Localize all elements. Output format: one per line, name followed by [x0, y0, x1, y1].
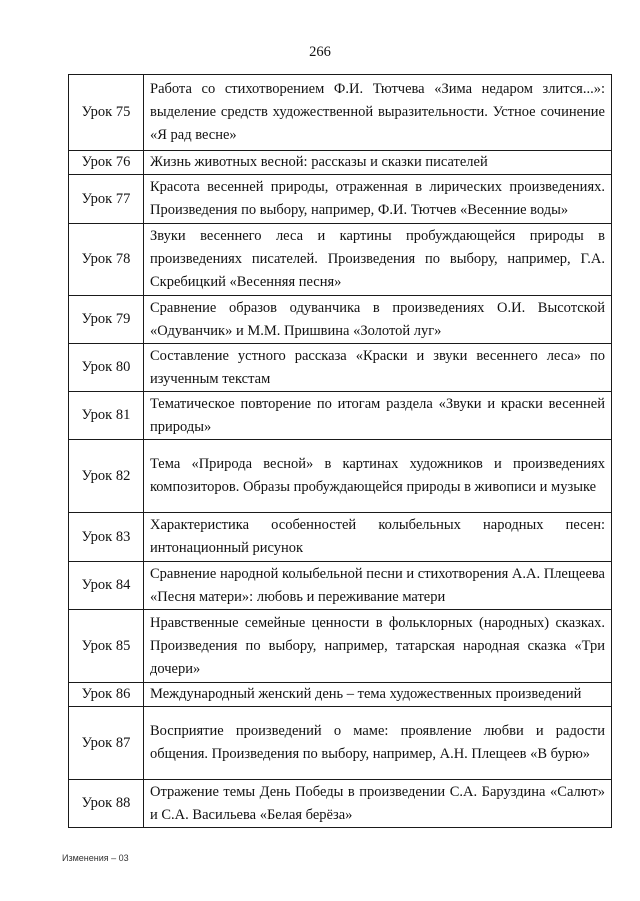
lessons-table	[68, 74, 612, 828]
footer-revision-note: Изменения – 03	[62, 853, 129, 863]
lesson-topic: Работа со стихотворением Ф.И. Тютчева «Зима недаром злится...»: выделение средств художественной выразительности. Устное сочинение «Я рад весне»	[144, 75, 612, 151]
lesson-number: Урок 79	[69, 296, 144, 344]
table-row	[69, 392, 612, 440]
table-row	[69, 151, 612, 175]
lesson-number: Урок 84	[69, 562, 144, 610]
lesson-number: Урок 81	[69, 392, 144, 440]
page-number: 266	[309, 44, 331, 60]
lesson-topic: Тема «Природа весной» в картинах художников и произведениях композиторов. Образы пробуждающейся природы в живописи и музыке	[144, 440, 612, 513]
lesson-number: Урок 82	[69, 440, 144, 513]
table-row	[69, 562, 612, 610]
table-row	[69, 683, 612, 707]
lesson-number: Урок 83	[69, 513, 144, 562]
lesson-topic: Отражение темы День Победы в произведении С.А. Баруздина «Салют» и С.А. Васильева «Белая берёза»	[144, 780, 612, 828]
table-row	[69, 224, 612, 296]
lesson-number: Урок 88	[69, 780, 144, 828]
lesson-number: Урок 78	[69, 224, 144, 296]
lesson-topic: Звуки весеннего леса и картины пробуждающейся природы в произведениях писателей. Произведения по выбору, например, Г.А. Скребицкий «Весенняя песня»	[144, 224, 612, 296]
lesson-topic: Красота весенней природы, отраженная в лирических произведениях. Произведения по выбору, например, Ф.И. Тютчев «Весенние воды»	[144, 175, 612, 224]
lesson-topic: Международный женский день – тема художественных произведений	[144, 683, 612, 707]
lesson-number: Урок 77	[69, 175, 144, 224]
lesson-topic: Сравнение образов одуванчика в произведениях О.И. Высотской «Одуванчик» и М.М. Пришвина «Золотой луг»	[144, 296, 612, 344]
lesson-topic: Жизнь животных весной: рассказы и сказки писателей	[144, 151, 612, 175]
table-row	[69, 175, 612, 224]
table-row	[69, 296, 612, 344]
lesson-topic: Характеристика особенностей колыбельных народных песен: интонационный рисунок	[144, 513, 612, 562]
lesson-topic: Составление устного рассказа «Краски и звуки весеннего леса» по изученным текстам	[144, 344, 612, 392]
lesson-number: Урок 80	[69, 344, 144, 392]
table-row	[69, 707, 612, 780]
lesson-topic: Восприятие произведений о маме: проявление любви и радости общения. Произведения по выбору, например, А.Н. Плещеев «В бурю»	[144, 707, 612, 780]
table-row	[69, 513, 612, 562]
lesson-topic: Тематическое повторение по итогам раздела «Звуки и краски весенней природы»	[144, 392, 612, 440]
lesson-number: Урок 85	[69, 610, 144, 683]
table-row	[69, 344, 612, 392]
lesson-number: Урок 76	[69, 151, 144, 175]
lesson-topic: Нравственные семейные ценности в фольклорных (народных) сказках. Произведения по выбору, например, татарская народная сказка «Три дочери»	[144, 610, 612, 683]
lesson-topic: Сравнение народной колыбельной песни и стихотворения А.А. Плещеева «Песня матери»: любовь и переживание матери	[144, 562, 612, 610]
table-row	[69, 440, 612, 513]
table-row	[69, 75, 612, 151]
table-row	[69, 610, 612, 683]
lesson-number: Урок 87	[69, 707, 144, 780]
lesson-number: Урок 86	[69, 683, 144, 707]
lesson-number: Урок 75	[69, 75, 144, 151]
table-row	[69, 780, 612, 828]
